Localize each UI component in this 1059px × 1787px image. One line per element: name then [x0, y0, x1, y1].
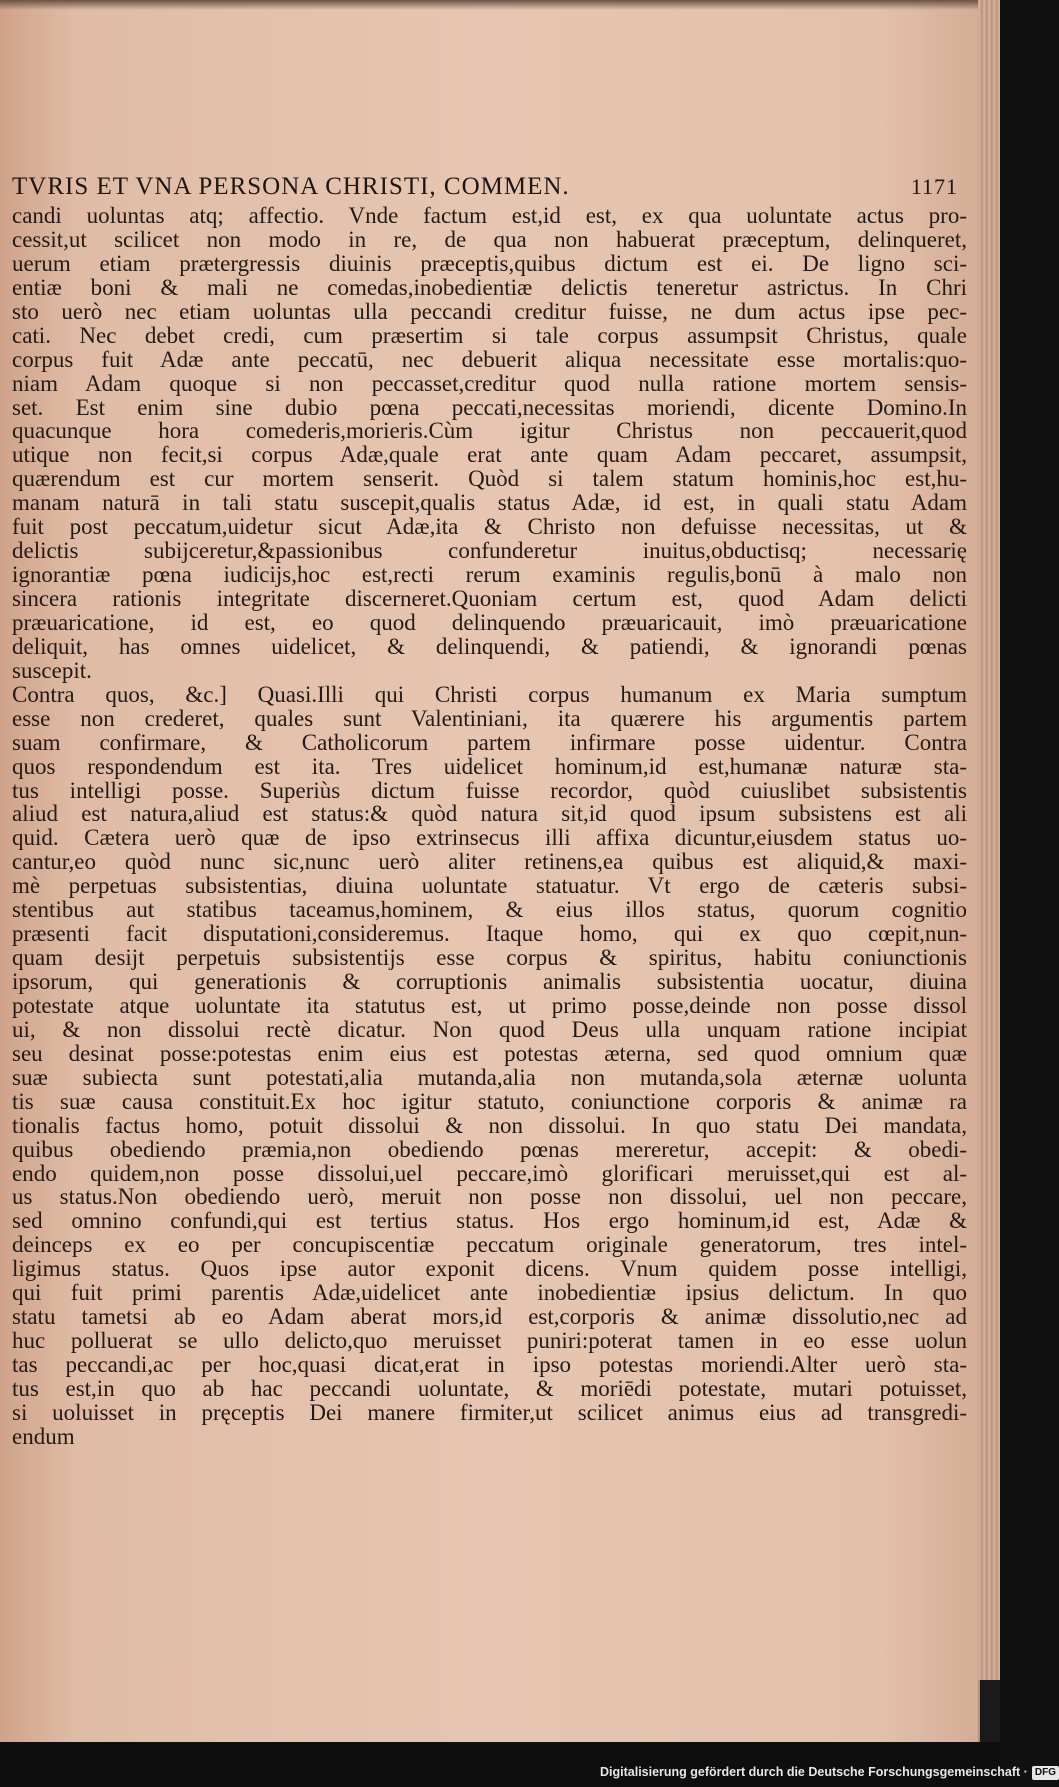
text-line: suam confirmare, & Catholicorum partem infirmare posse uidentur. Contra — [12, 729, 967, 755]
text-line: quid. Cætera uerò quæ de ipso extrinsecus illi affixa dicuntur,eiusdem status uo- — [12, 825, 967, 851]
text-line: sto uerò nec etiam uoluntas ulla peccandi creditur fuisse, ne dum actus ipse pec- — [12, 298, 967, 324]
text-line: præsenti facit disputationi,consideremus. Itaque homo, qui ex quo cœpit,nun- — [12, 921, 967, 947]
text-line: uerum etiam prætergressis diuinis præceptis,quibus dictum est ei. De ligno sci- — [12, 250, 967, 276]
body-text — [12, 204, 967, 1449]
text-line: ligimus status. Quos ipse autor exponit dicens. Vnum quidem posse intelligi, — [12, 1256, 967, 1282]
text-line: quos respondendum est ita. Tres uidelicet hominum,id est,humanæ naturæ sta- — [12, 753, 967, 779]
text-line: endo quidem,non posse dissolui,uel peccare,imò glorificari meruisset,qui est al- — [12, 1160, 967, 1186]
text-line: set. Est enim sine dubio pœna peccati,necessitas moriendi, dicente Domino.In — [12, 394, 967, 420]
text-line: esse non crederet, quales sunt Valentiniani, ita quærere his argumentis partem — [12, 705, 967, 731]
digitization-credit-text: Digitalisierung gefördert durch die Deutsche Forschungsgemeinschaft · — [600, 1765, 1028, 1779]
text-line: aliud est natura,aliud est status:& quòd natura sit,id quod ipsum subsistens est ali — [12, 801, 967, 827]
text-line: quibus obediendo præmia,non obediendo pœnas mereretur, accepit: & obedi- — [12, 1136, 967, 1162]
text-line: qui fuit primi parentis Adæ,uidelicet ante inobedientiæ ipsius delictum. In quo — [12, 1280, 967, 1306]
text-line: tis suæ causa constituit.Ex hoc igitur statuto, coniunctione corporis & animæ ra — [12, 1088, 967, 1114]
text-line: potestate atque uoluntate ita statutus est, ut primo posse,deinde non posse dissol — [12, 992, 967, 1018]
text-line: tionalis factus homo, potuit dissolui & non dissolui. In quo statu Dei mandata, — [12, 1112, 967, 1138]
dfg-logo: DFG — [1032, 1766, 1059, 1780]
text-line: us status.Non obediendo uerò, meruit non posse non dissolui, uel non peccare, — [12, 1184, 967, 1210]
text-line: præuaricatione, id est, eo quod delinquendo præuaricauit, imò præuaricatione — [12, 609, 967, 635]
text-line: cati. Nec debet credi, cum præsertim si tale corpus assumpsit Christus, quale — [12, 322, 967, 348]
text-line: manam naturā in tali statu suscepit,qualis status Adæ, id est, in quali statu Adam — [12, 490, 967, 516]
text-line: ui, & non dissolui rectè dicatur. Non quod Deus ulla unquam ratione incipiat — [12, 1016, 967, 1042]
text-line: mè perpetuas subsistentias, diuina uoluntate statuatur. Vt ergo de cæteris subsi- — [12, 873, 967, 899]
text-line: statu tametsi ab eo Adam aberat mors,id est,corporis & animæ dissolutio,nec ad — [12, 1304, 967, 1330]
text-line: quærendum est cur mortem senserit. Quòd si talem statum hominis,hoc est,hu- — [12, 466, 967, 492]
page-number: 1171 — [910, 174, 958, 199]
text-line: stentibus aut statibus taceamus,hominem, & eius illos status, quorum cognitio — [12, 897, 967, 923]
text-line: sed omnino confundi,qui est tertius status. Hos ergo hominum,id est, Adæ & — [12, 1208, 967, 1234]
text-line: cantur,eo quòd nunc sic,nunc uerò aliter retinens,ea quibus est aliquid,& maxi- — [12, 849, 967, 875]
text-line: seu desinat posse:potestas enim eius est potestas æterna, sed quod omnium quæ — [12, 1040, 967, 1066]
text-line: deinceps ex eo per concupiscentiæ peccatum originale generatorum, tres intel- — [12, 1232, 967, 1258]
text-line: endum — [12, 1423, 75, 1449]
text-line: sincera rationis integritate discerneret.Quoniam certum est, quod Adam delicti — [12, 586, 967, 611]
text-line: delictis subijceretur,&passionibus confunderetur inuitus,obductisq; necessarię — [12, 538, 967, 564]
text-line: Contra quos, &c.] Quasi.Illi qui Christi corpus humanum ex Maria sumptum — [12, 681, 967, 707]
text-line: si uoluisset in pręceptis Dei manere firmiter,ut scilicet animus eius ad transgredi- — [12, 1399, 967, 1425]
text-line: suæ subiecta sunt potestati,alia mutanda,alia non mutanda,sola æternæ uolunta — [12, 1064, 967, 1090]
text-line: ipsorum, qui generationis & corruptionis animalis subsistentia uocatur, diuina — [12, 969, 967, 994]
running-header — [12, 168, 972, 206]
text-line: huc polluerat se ullo delicto,quo meruisset puniri:poterat tamen in eo esse uolun — [12, 1328, 967, 1354]
text-line: utique non fecit,si corpus Adæ,quale erat ante quam Adam peccaret, assumpsit, — [12, 442, 967, 468]
text-line: cessit,ut scilicet non modo in re, de qua non habuerat præceptum, delinqueret, — [12, 226, 967, 252]
text-line: tas peccandi,ac per hoc,quasi dicat,erat in ipso potestas moriendi.Alter uerò sta- — [12, 1352, 967, 1377]
running-header-title: TVRIS ET VNA PERSONA CHRISTI, COMMEN. — [12, 173, 570, 200]
text-line: ignorantiæ pœna iudicijs,hoc est,recti rerum examinis regulis,bonū à malo non — [12, 562, 967, 588]
text-line: niam Adam quoque si non peccasset,creditur quod nulla ratione mortem sensis- — [12, 370, 967, 396]
text-line: quacunque hora comederis,morieris.Cùm igitur Christus non peccauerit,quod — [12, 418, 967, 444]
text-line: quam desijt perpetuis subsistentijs esse corpus & spiritus, habitu coniunctionis — [12, 945, 967, 971]
text-line: suscepit. — [12, 657, 92, 683]
page-top-shadow — [0, 0, 978, 10]
page-edges — [978, 0, 1000, 1680]
text-line: entiæ boni & mali ne comedas,inobedientiæ delictis teneretur astrictus. In Chri — [12, 274, 967, 300]
text-line: corpus fuit Adæ ante peccatū, nec debuerit aliqua necessitate esse mortalis:quo- — [12, 346, 967, 372]
text-line: fuit post peccatum,uidetur sicut Adæ,ita & Christo non defuisse necessitas, ut & — [12, 514, 967, 540]
text-line: tus intelligi posse. Superiùs dictum fuisse recordor, quòd cuiuslibet subsistentis — [12, 777, 967, 803]
text-line: tus est,in quo ab hac peccandi uoluntate, & moriēdi potestate, mutari potuisset, — [12, 1375, 967, 1401]
digitization-credit — [600, 1762, 1056, 1782]
text-line: candi uoluntas atq; affectio. Vnde factum est,id est, ex qua uoluntate actus pro- — [12, 203, 967, 228]
text-line: deliquit, has omnes uidelicet, & delinquendi, & patiendi, & ignorandi pœnas — [12, 633, 967, 659]
